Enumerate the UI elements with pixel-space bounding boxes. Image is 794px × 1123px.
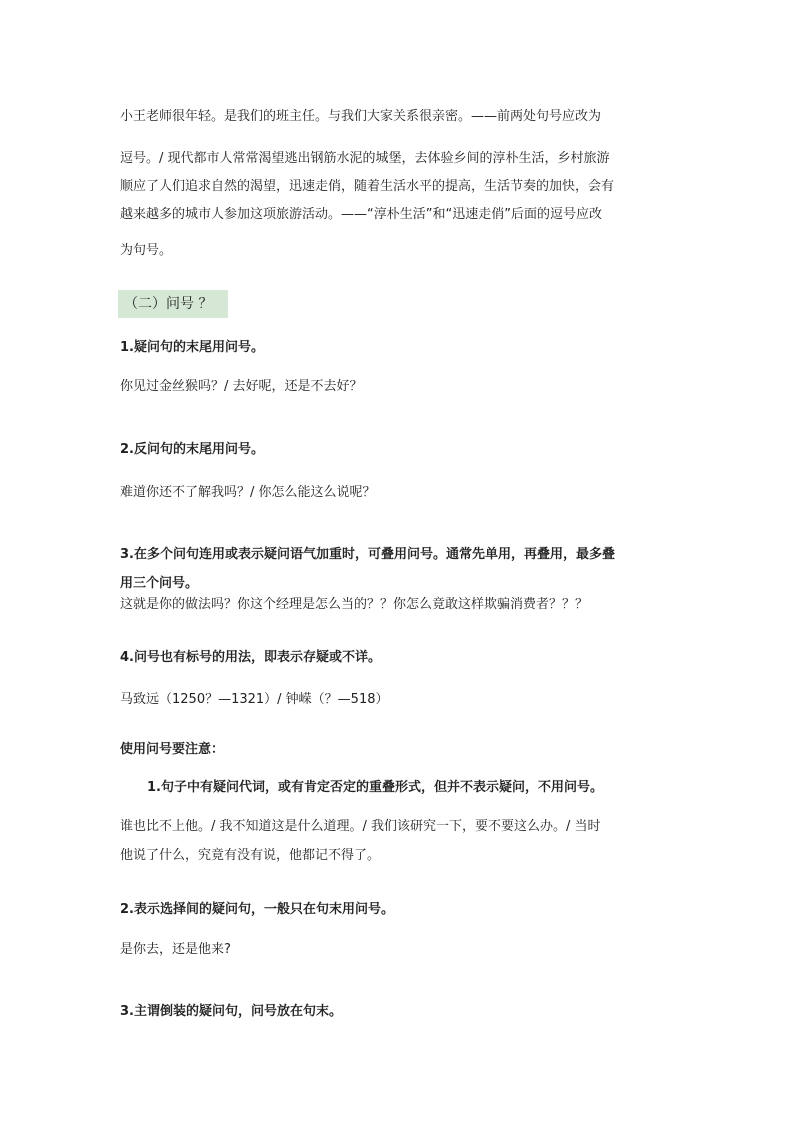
note-1-example-line-1: 谁也比不上他。/ 我不知道这是什么道理。/ 我们该研究一下，要不要这么办。/ 当时	[120, 819, 601, 834]
rule-3-heading-line-1: 3.在多个问句连用或表示疑问语气加重时，可叠用问号。通常先单用，再叠用，最多叠	[120, 547, 615, 562]
rule-2-example: 难道你还不了解我吗？/ 你怎么能这么说呢？	[120, 485, 376, 500]
note-1-example-line-2: 他说了什么，究竟有没有说，他都记不得了。	[120, 848, 381, 863]
rule-4-heading: 4.问号也有标号的用法，即表示存疑或不详。	[120, 650, 381, 665]
note-3-heading: 3.主谓倒装的疑问句，问号放在句末。	[120, 1004, 342, 1019]
rule-1-heading: 1.疑问句的末尾用问号。	[120, 340, 264, 355]
rule-3-heading-line-2: 用三个问号。	[120, 576, 199, 591]
note-1-heading: 1.句子中有疑问代词，或有肯定否定的重叠形式，但并不表示疑问，不用问号。	[147, 780, 603, 795]
section-title	[118, 290, 228, 318]
intro-line-5: 为句号。	[120, 243, 173, 258]
note-2-heading: 2.表示选择间的疑问句，一般只在句末用问号。	[120, 902, 394, 917]
intro-line-4: 越来越多的城市人参加这项旅游活动。——“淳朴生活”和“迅速走俏”后面的逗号应改	[120, 207, 602, 222]
rule-1-example: 你见过金丝猴吗？/ 去好呢，还是不去好？	[120, 379, 363, 394]
notes-heading: 使用问号要注意：	[120, 742, 225, 757]
section-title-text: （二）问号 ？	[124, 296, 213, 312]
rule-3-example: 这就是你的做法吗？你这个经理是怎么当的？？你怎么竟敢这样欺骗消费者？？？	[120, 597, 589, 612]
note-2-example: 是你去，还是他来?	[120, 942, 231, 957]
intro-line-3: 顺应了人们追求自然的渴望，迅速走俏，随着生活水平的提高，生活节奏的加快，会有	[120, 179, 615, 194]
rule-2-heading: 2.反问句的末尾用问号。	[120, 442, 264, 457]
rule-4-example: 马致远（1250？—1321）/ 钟嵘（？—518）	[120, 692, 389, 707]
intro-line-2: 逗号。/ 现代都市人常常渴望逃出钢筋水泥的城堡，去体验乡间的淳朴生活，乡村旅游	[120, 151, 610, 166]
intro-line-1: 小王老师很年轻。是我们的班主任。与我们大家关系很亲密。——前两处句号应改为	[120, 109, 602, 124]
